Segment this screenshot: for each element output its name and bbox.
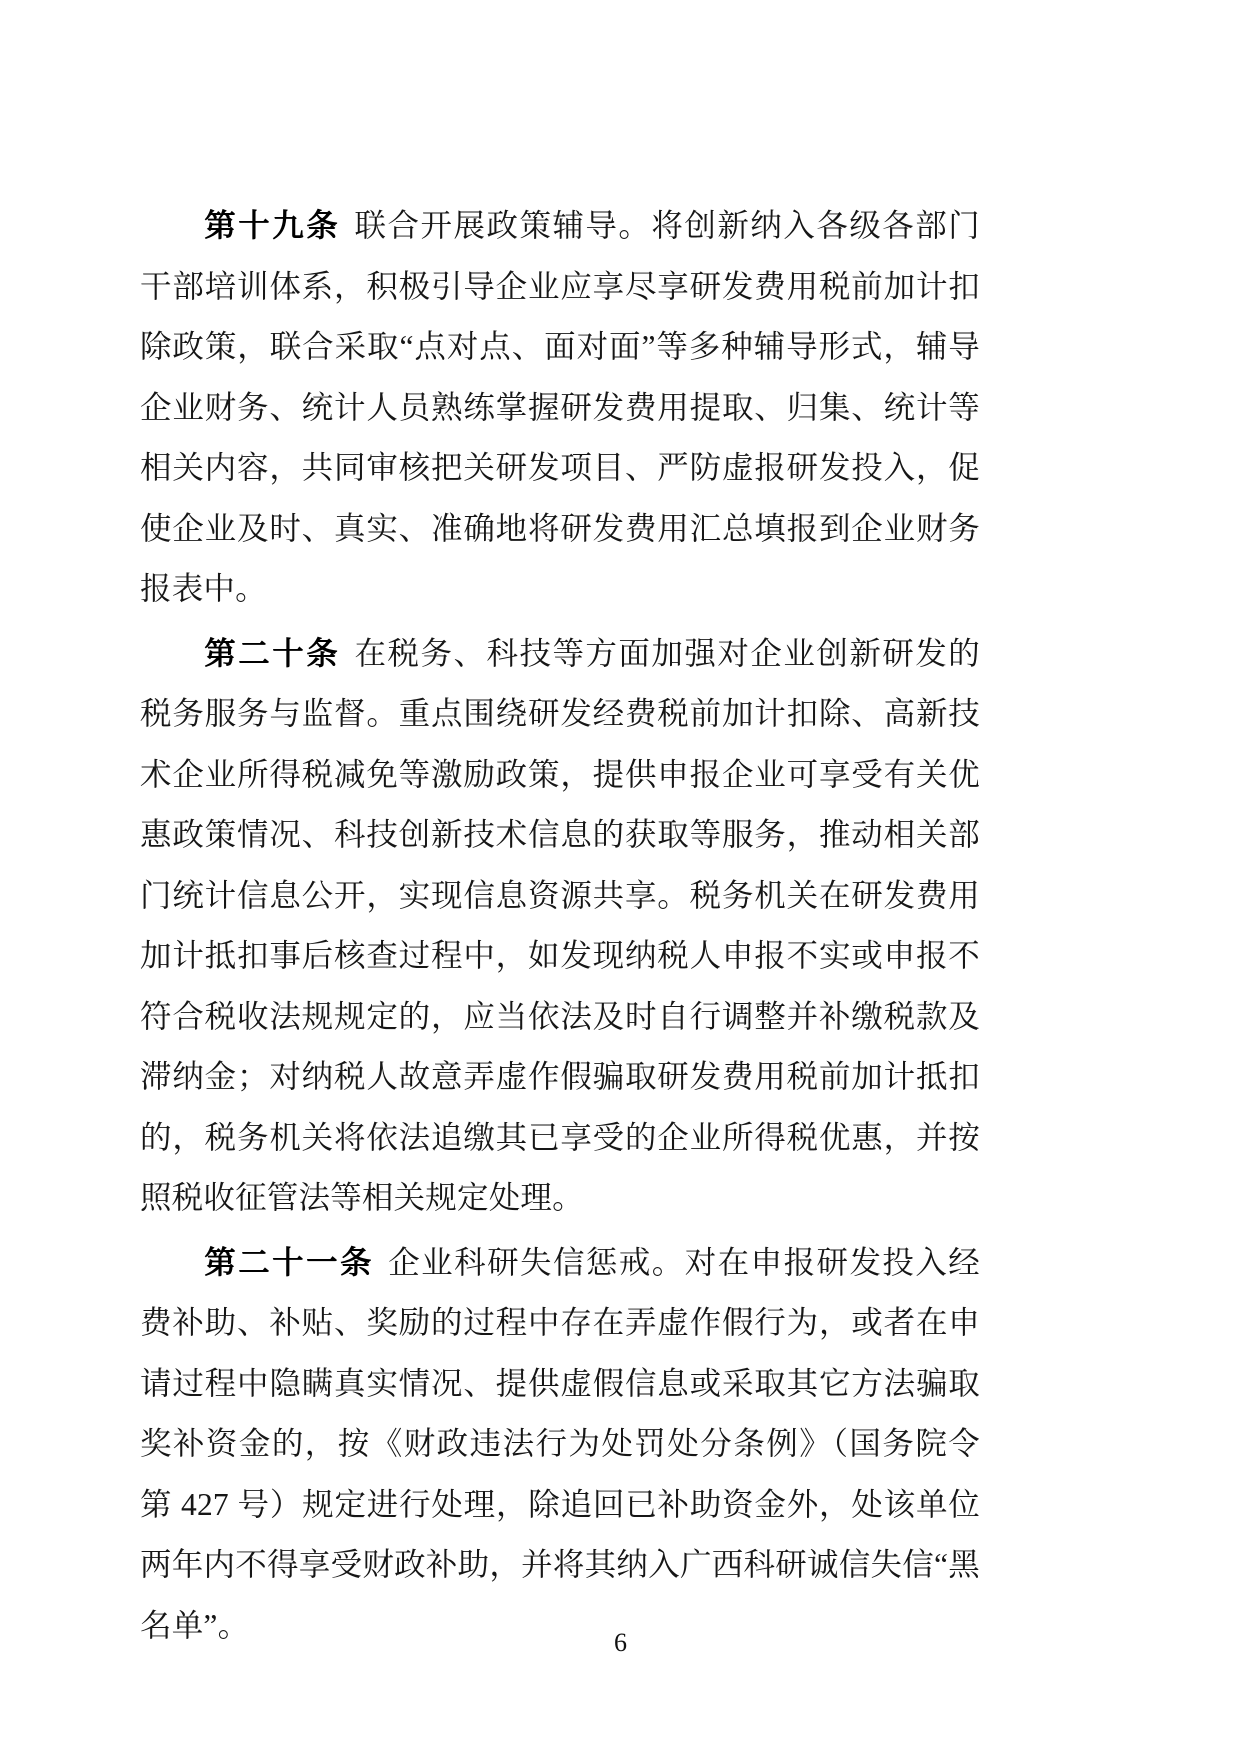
article-label-20: 第二十条: [203, 635, 341, 671]
paragraph-article-19: [140, 196, 980, 620]
paragraph-article-21: [140, 1233, 980, 1657]
article-body-20: 在税务、科技等方面加强对企业创新研发的税务服务与监督。重点围绕研发经费税前加计扣除、高新技术企业所得税减免等激励政策，提供申报企业可享受有关优惠政策情况、科技创新技术信息的获取等服务，推动相关部门统计信息公开，实现信息资源共享。税务机关在研发费用加计抵扣事后核查过程中，如发现纳税人申报不实或申报不符合税收法规规定的，应当依法及时自行调整并补缴税款及滞纳金；对纳税人故意弄虚作假骗取研发费用税前加计抵扣的，税务机关将依法追缴其已享受的企业所得税优惠，并按照税收征管法等相关规定处理。: [140, 635, 980, 1215]
article-body-21: 企业科研失信惩戒。对在申报研发投入经费补助、补贴、奖励的过程中存在弄虚作假行为，或者在申请过程中隐瞒真实情况、提供虚假信息或采取其它方法骗取奖补资金的，按《财政违法行为处罚处分条例》（国务院令第 427 号）规定进行处理，除追回已补助资金外，处该单位两年内不得享受财政补助，并将其纳入广西科研诚信失信“黑名单”。: [140, 1244, 980, 1643]
article-body-19: 联合开展政策辅导。将创新纳入各级各部门干部培训体系，积极引导企业应享尽享研发费用税前加计扣除政策，联合采取“点对点、面对面”等多种辅导形式，辅导企业财务、统计人员熟练掌握研发费用提取、归集、统计等相关内容，共同审核把关研发项目、严防虚报研发投入，促使企业及时、真实、准确地将研发费用汇总填报到企业财务报表中。: [140, 208, 980, 606]
paragraph-article-20: [140, 624, 980, 1229]
page-number: 6: [614, 1628, 627, 1657]
page-body-text: [140, 196, 980, 1660]
article-label-21: 第二十一条: [203, 1244, 374, 1280]
article-label-19: 第十九条: [203, 208, 341, 243]
